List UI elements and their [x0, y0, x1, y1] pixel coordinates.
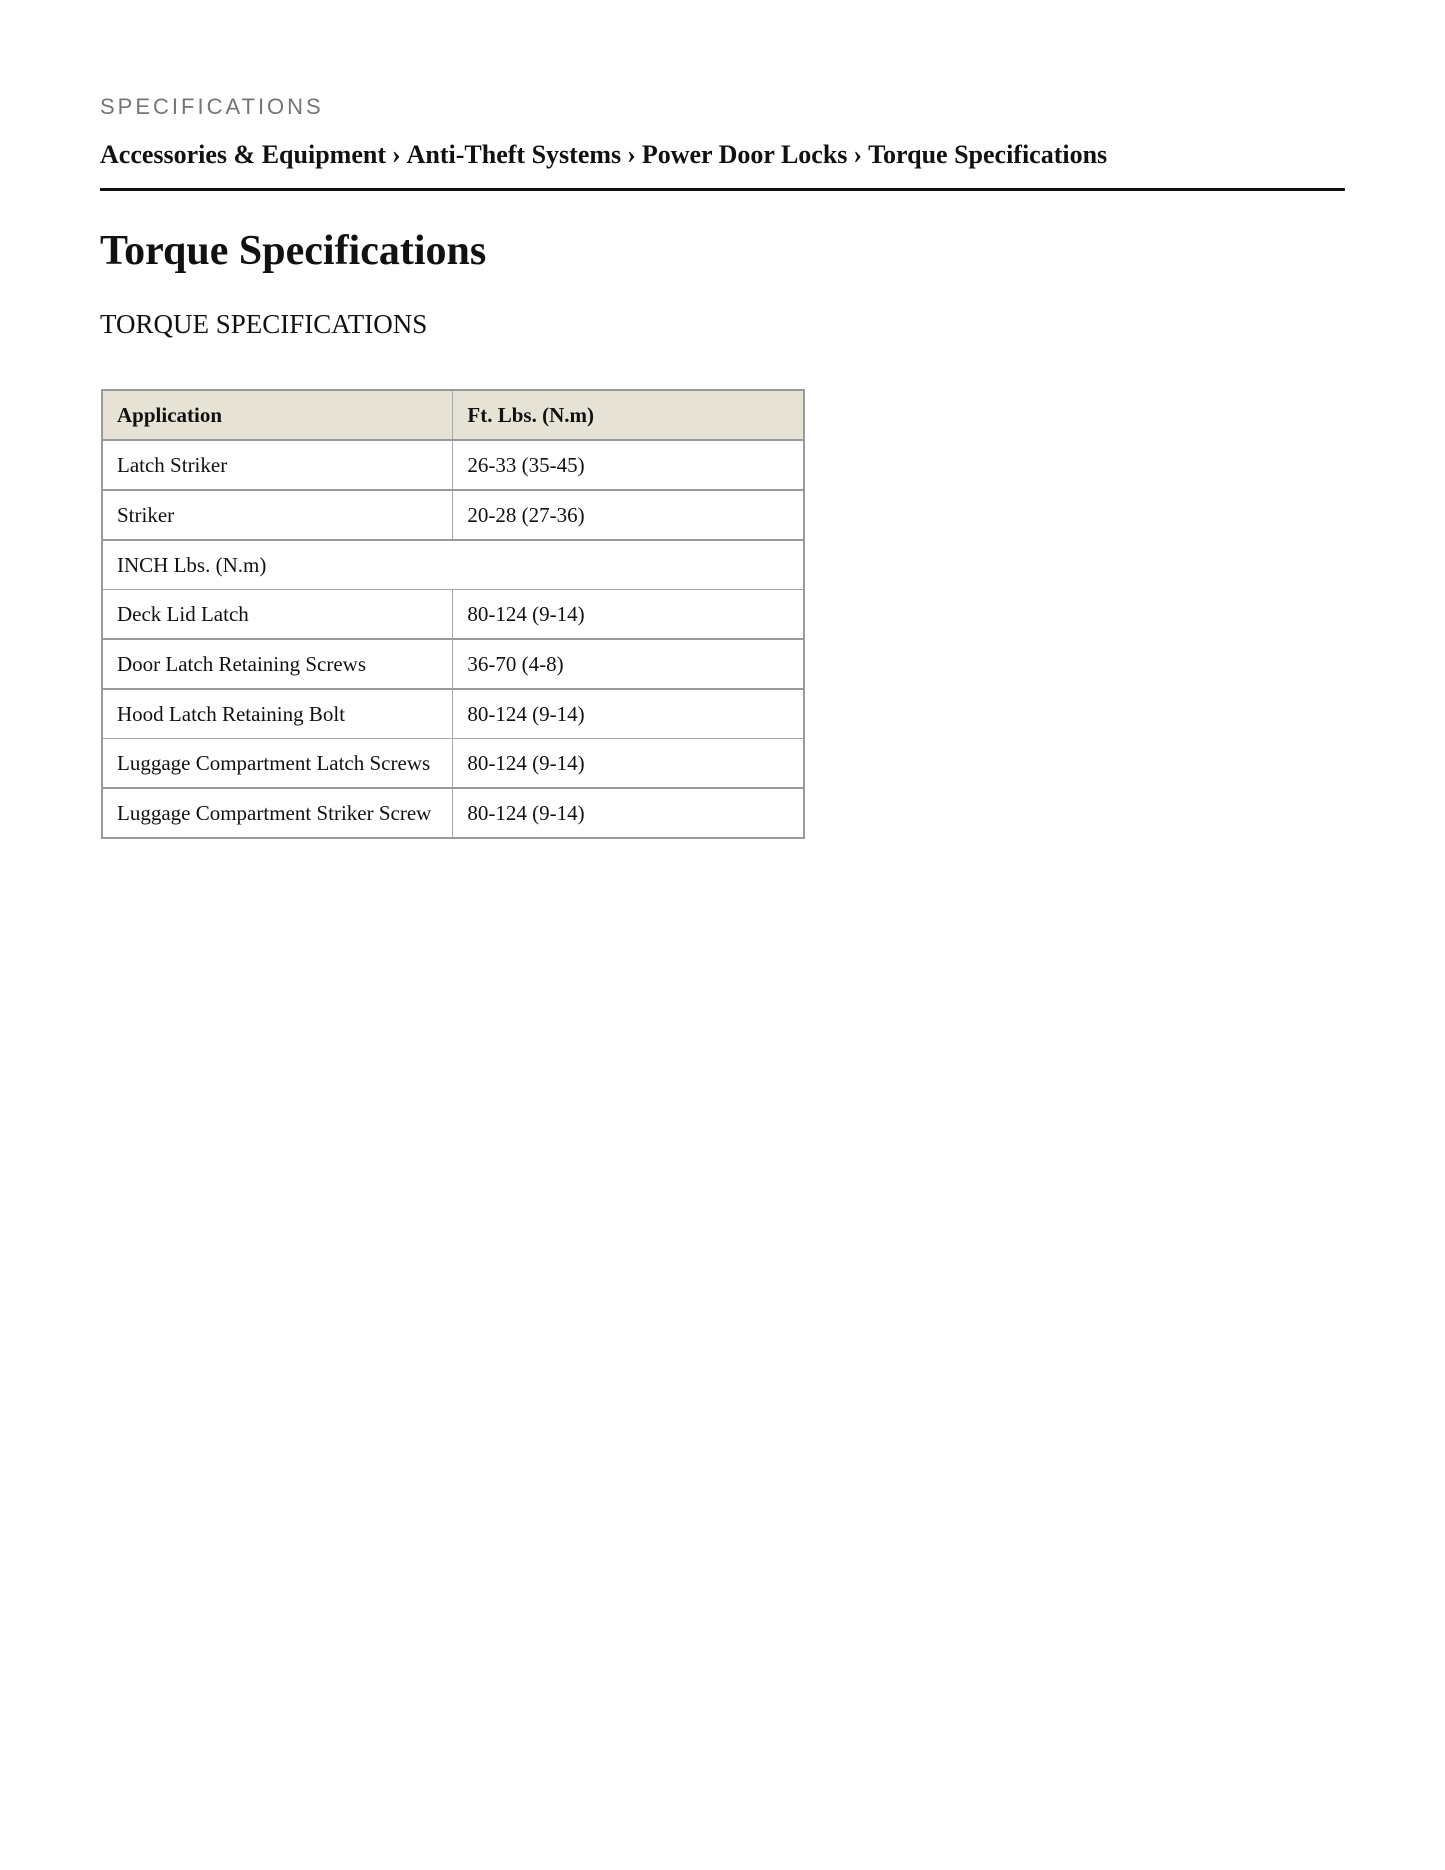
section-title: TORQUE SPECIFICATIONS [100, 309, 428, 339]
application-cell: Striker [102, 490, 453, 540]
table-row [102, 788, 804, 838]
torque-value-cell: 80-124 (9-14) [453, 689, 804, 739]
table-row [102, 639, 804, 689]
breadcrumb-separator: › [627, 140, 636, 169]
breadcrumb-separator: › [853, 140, 863, 169]
torque-value-cell: 80-124 (9-14) [453, 739, 804, 789]
breadcrumb-item-accessories-equipment[interactable]: Accessories & Equipment [100, 140, 386, 169]
column-header-application: Application [102, 390, 453, 440]
torque-value-cell: 80-124 (9-14) [453, 788, 804, 838]
column-header-ft-lbs: Ft. Lbs. (N.m) [453, 390, 804, 440]
table-row [102, 739, 804, 789]
section-eyebrow: SPECIFICATIONS [100, 94, 324, 119]
torque-value-cell: 36-70 (4-8) [453, 639, 804, 689]
breadcrumb [100, 139, 1345, 191]
table-row [102, 590, 804, 640]
application-cell: Door Latch Retaining Screws [102, 639, 453, 689]
application-cell: Luggage Compartment Latch Screws [102, 739, 453, 789]
torque-spec-table [101, 389, 805, 839]
application-cell: Deck Lid Latch [102, 590, 453, 640]
torque-value-cell: 80-124 (9-14) [453, 590, 804, 640]
table-subheader-row [102, 540, 804, 590]
application-cell: Hood Latch Retaining Bolt [102, 689, 453, 739]
torque-value-cell: 20-28 (27-36) [453, 490, 804, 540]
table-row [102, 689, 804, 739]
breadcrumb-separator: › [391, 140, 401, 169]
table-row [102, 490, 804, 540]
breadcrumb-item-torque-specifications: Torque Specifications [868, 140, 1108, 169]
breadcrumb-item-anti-theft-systems[interactable]: Anti-Theft Systems [406, 140, 622, 169]
table-row [102, 440, 804, 490]
application-cell: Luggage Compartment Striker Screw [102, 788, 453, 838]
breadcrumb-item-power-door-locks[interactable]: Power Door Locks [641, 140, 848, 169]
inch-lbs-subheader: INCH Lbs. (N.m) [102, 540, 804, 590]
table-header-row [102, 390, 804, 440]
application-cell: Latch Striker [102, 440, 453, 490]
page-title: Torque Specifications [100, 228, 487, 274]
torque-value-cell: 26-33 (35-45) [453, 440, 804, 490]
